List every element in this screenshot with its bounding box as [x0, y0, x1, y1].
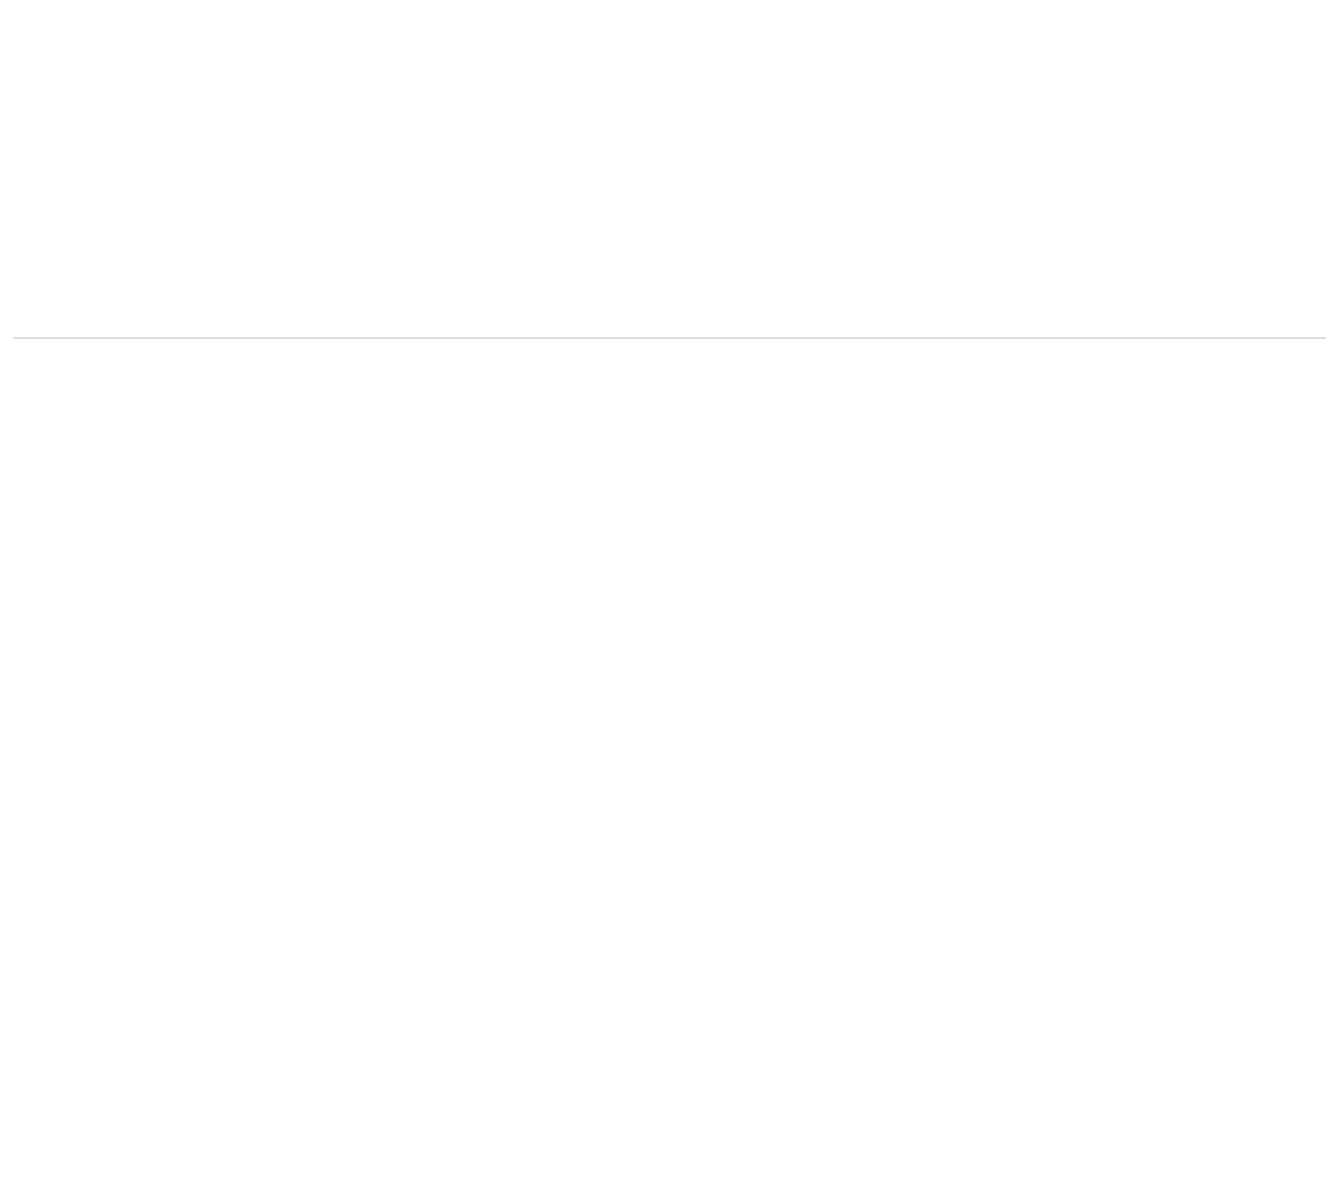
section-divider — [13, 337, 1326, 339]
